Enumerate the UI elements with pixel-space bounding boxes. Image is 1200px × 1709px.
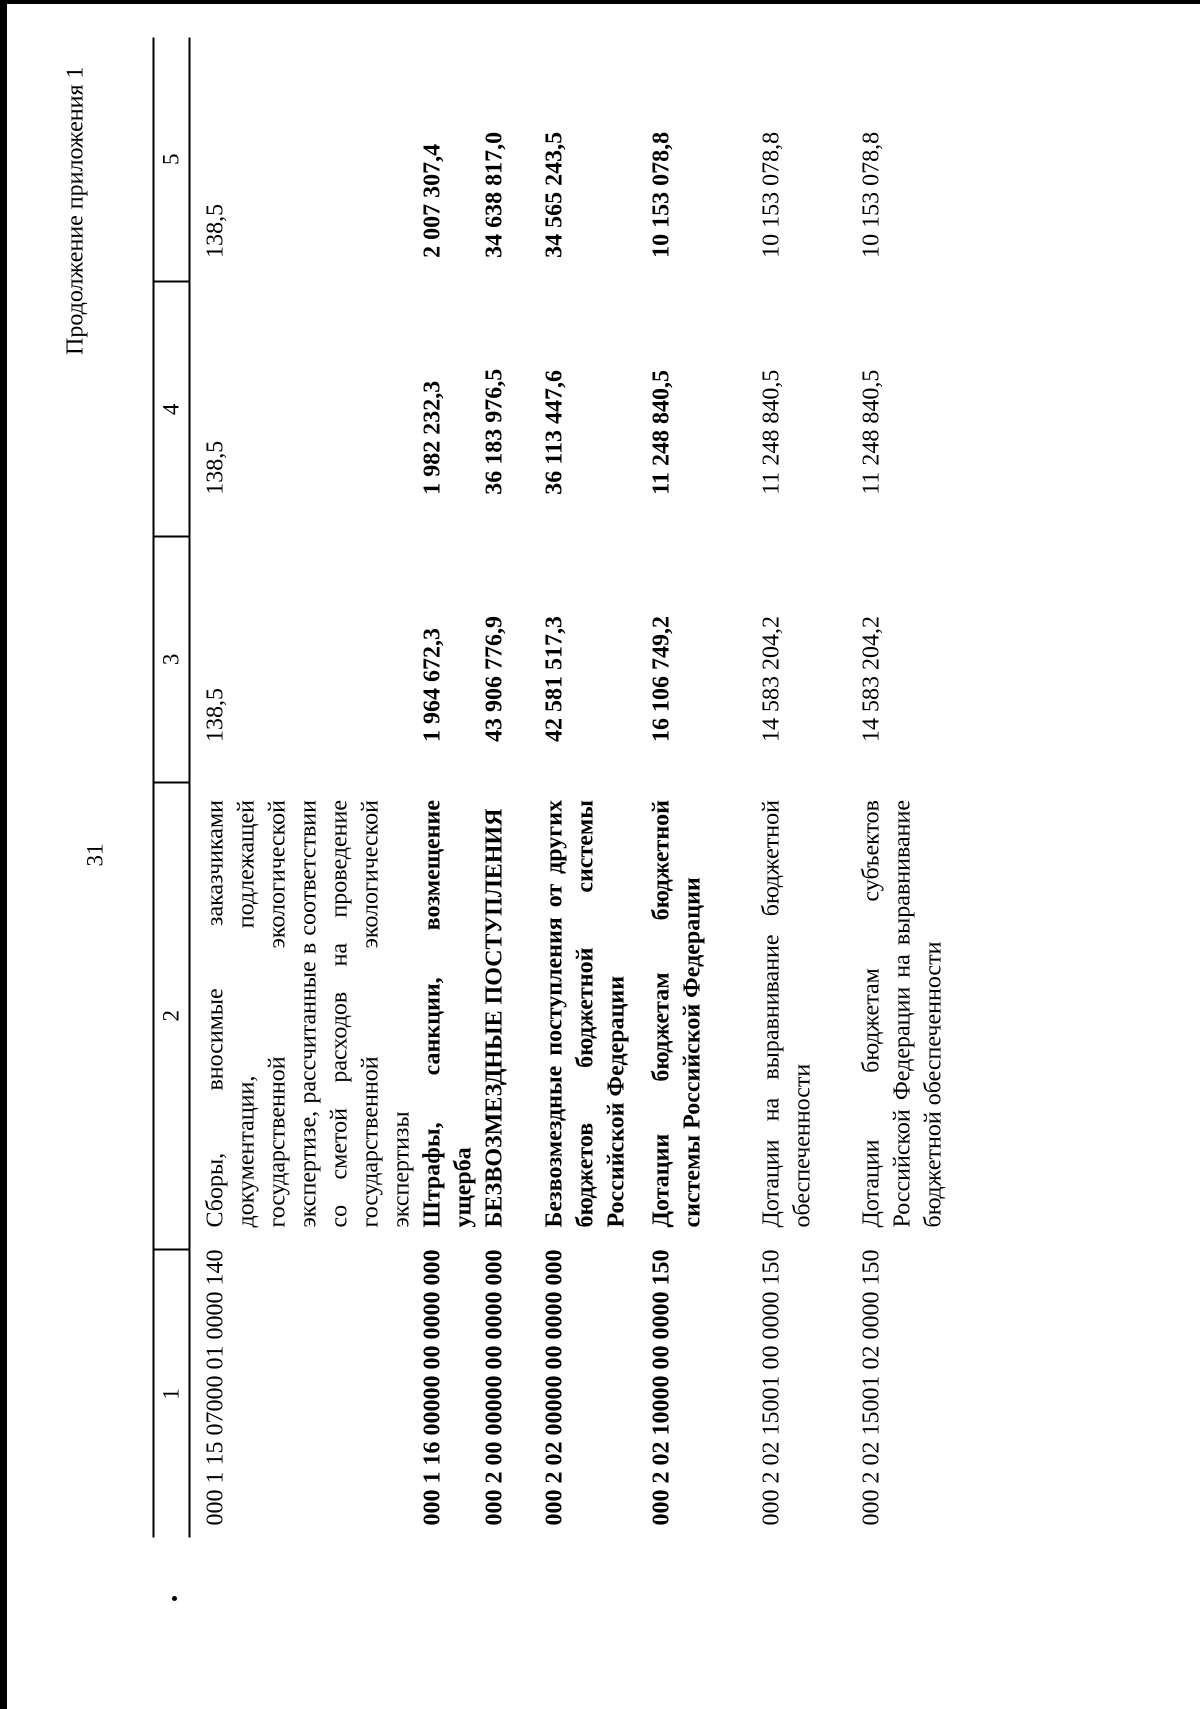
- value-col-3: 1 964 672,3: [419, 627, 445, 742]
- income-name: Сборы, вносимые заказчиками документации, подлежащей государственной экологической экспертизе, рассчитанные в соответствии со сметой расходов на проведение государственной экологической экспертизы: [202, 799, 414, 1227]
- budget-code: 000 2 00 00000 00 0000 000: [481, 1249, 507, 1525]
- value-col-4: 1 982 232,3: [419, 380, 445, 495]
- header-col-3: 3: [153, 536, 189, 781]
- value-col-4: 11 248 840,5: [858, 369, 884, 495]
- value-col-5: 2 007 307,4: [419, 143, 445, 258]
- table-row: [539, 37, 646, 1537]
- value-col-5: 10 153 078,8: [648, 131, 674, 258]
- table-row: [417, 37, 479, 1537]
- table-row: [479, 37, 539, 1537]
- value-col-5: 138,5: [202, 203, 228, 258]
- continuation-label: Продолжение приложения 1: [62, 66, 88, 355]
- table-row: [756, 37, 856, 1537]
- income-name: Дотации бюджетам субъектов Российской Федерации на выравнивание бюджетной обеспеченности: [858, 799, 946, 1227]
- page-number: 31: [82, 843, 107, 866]
- value-col-4: 11 248 840,5: [758, 369, 784, 495]
- value-col-3: 138,5: [202, 687, 228, 742]
- income-name: Безвозмездные поступления от других бюджетов бюджетной системы Российской Федерации: [541, 799, 629, 1227]
- value-col-5: 10 153 078,8: [858, 131, 884, 258]
- value-col-5: 10 153 078,8: [758, 131, 784, 258]
- header-col-1: 1: [153, 1249, 189, 1537]
- budget-code: 000 1 16 00000 00 0000 000: [419, 1249, 445, 1525]
- value-col-4: 36 183 976,5: [481, 368, 507, 495]
- value-col-4: 36 113 447,6: [541, 369, 567, 495]
- value-col-3: 14 583 204,2: [858, 615, 884, 742]
- header-col-4: 4: [153, 281, 189, 536]
- table-row: [189, 37, 417, 1537]
- value-col-3: 16 106 749,2: [648, 615, 674, 742]
- income-name: Дотации на выравнивание бюджетной обеспеченности: [758, 799, 815, 1227]
- table-row: [856, 37, 956, 1537]
- budget-code: 000 2 02 15001 00 0000 150: [758, 1249, 784, 1525]
- value-col-3: 14 583 204,2: [758, 615, 784, 742]
- value-col-4: 138,5: [202, 440, 228, 495]
- income-name: Штрафы, санкции, возмещение ущерба: [419, 799, 476, 1227]
- budget-code: 000 2 02 10000 00 0000 150: [648, 1249, 674, 1525]
- value-col-4: 11 248 840,5: [648, 369, 674, 495]
- budget-code: 000 2 02 15001 02 0000 150: [858, 1249, 884, 1525]
- budget-code: 000 2 02 00000 00 0000 000: [541, 1249, 567, 1525]
- header-row: [153, 37, 189, 1537]
- header-col-5: 5: [153, 37, 189, 281]
- income-name: Дотации бюджетам бюджетной системы Российской Федерации: [648, 799, 705, 1227]
- header-col-2: 2: [153, 782, 189, 1249]
- income-name: БЕЗВОЗМЕЗДНЫЕ ПОСТУПЛЕНИЯ: [481, 808, 507, 1227]
- value-col-3: 42 581 517,3: [541, 615, 567, 742]
- value-col-5: 34 565 243,5: [541, 131, 567, 258]
- value-col-3: 43 906 776,9: [481, 615, 507, 742]
- value-col-5: 34 638 817,0: [481, 131, 507, 258]
- budget-table: [152, 37, 956, 1537]
- table-row: [646, 37, 756, 1537]
- budget-code: 000 1 15 07000 01 0000 140: [202, 1249, 228, 1525]
